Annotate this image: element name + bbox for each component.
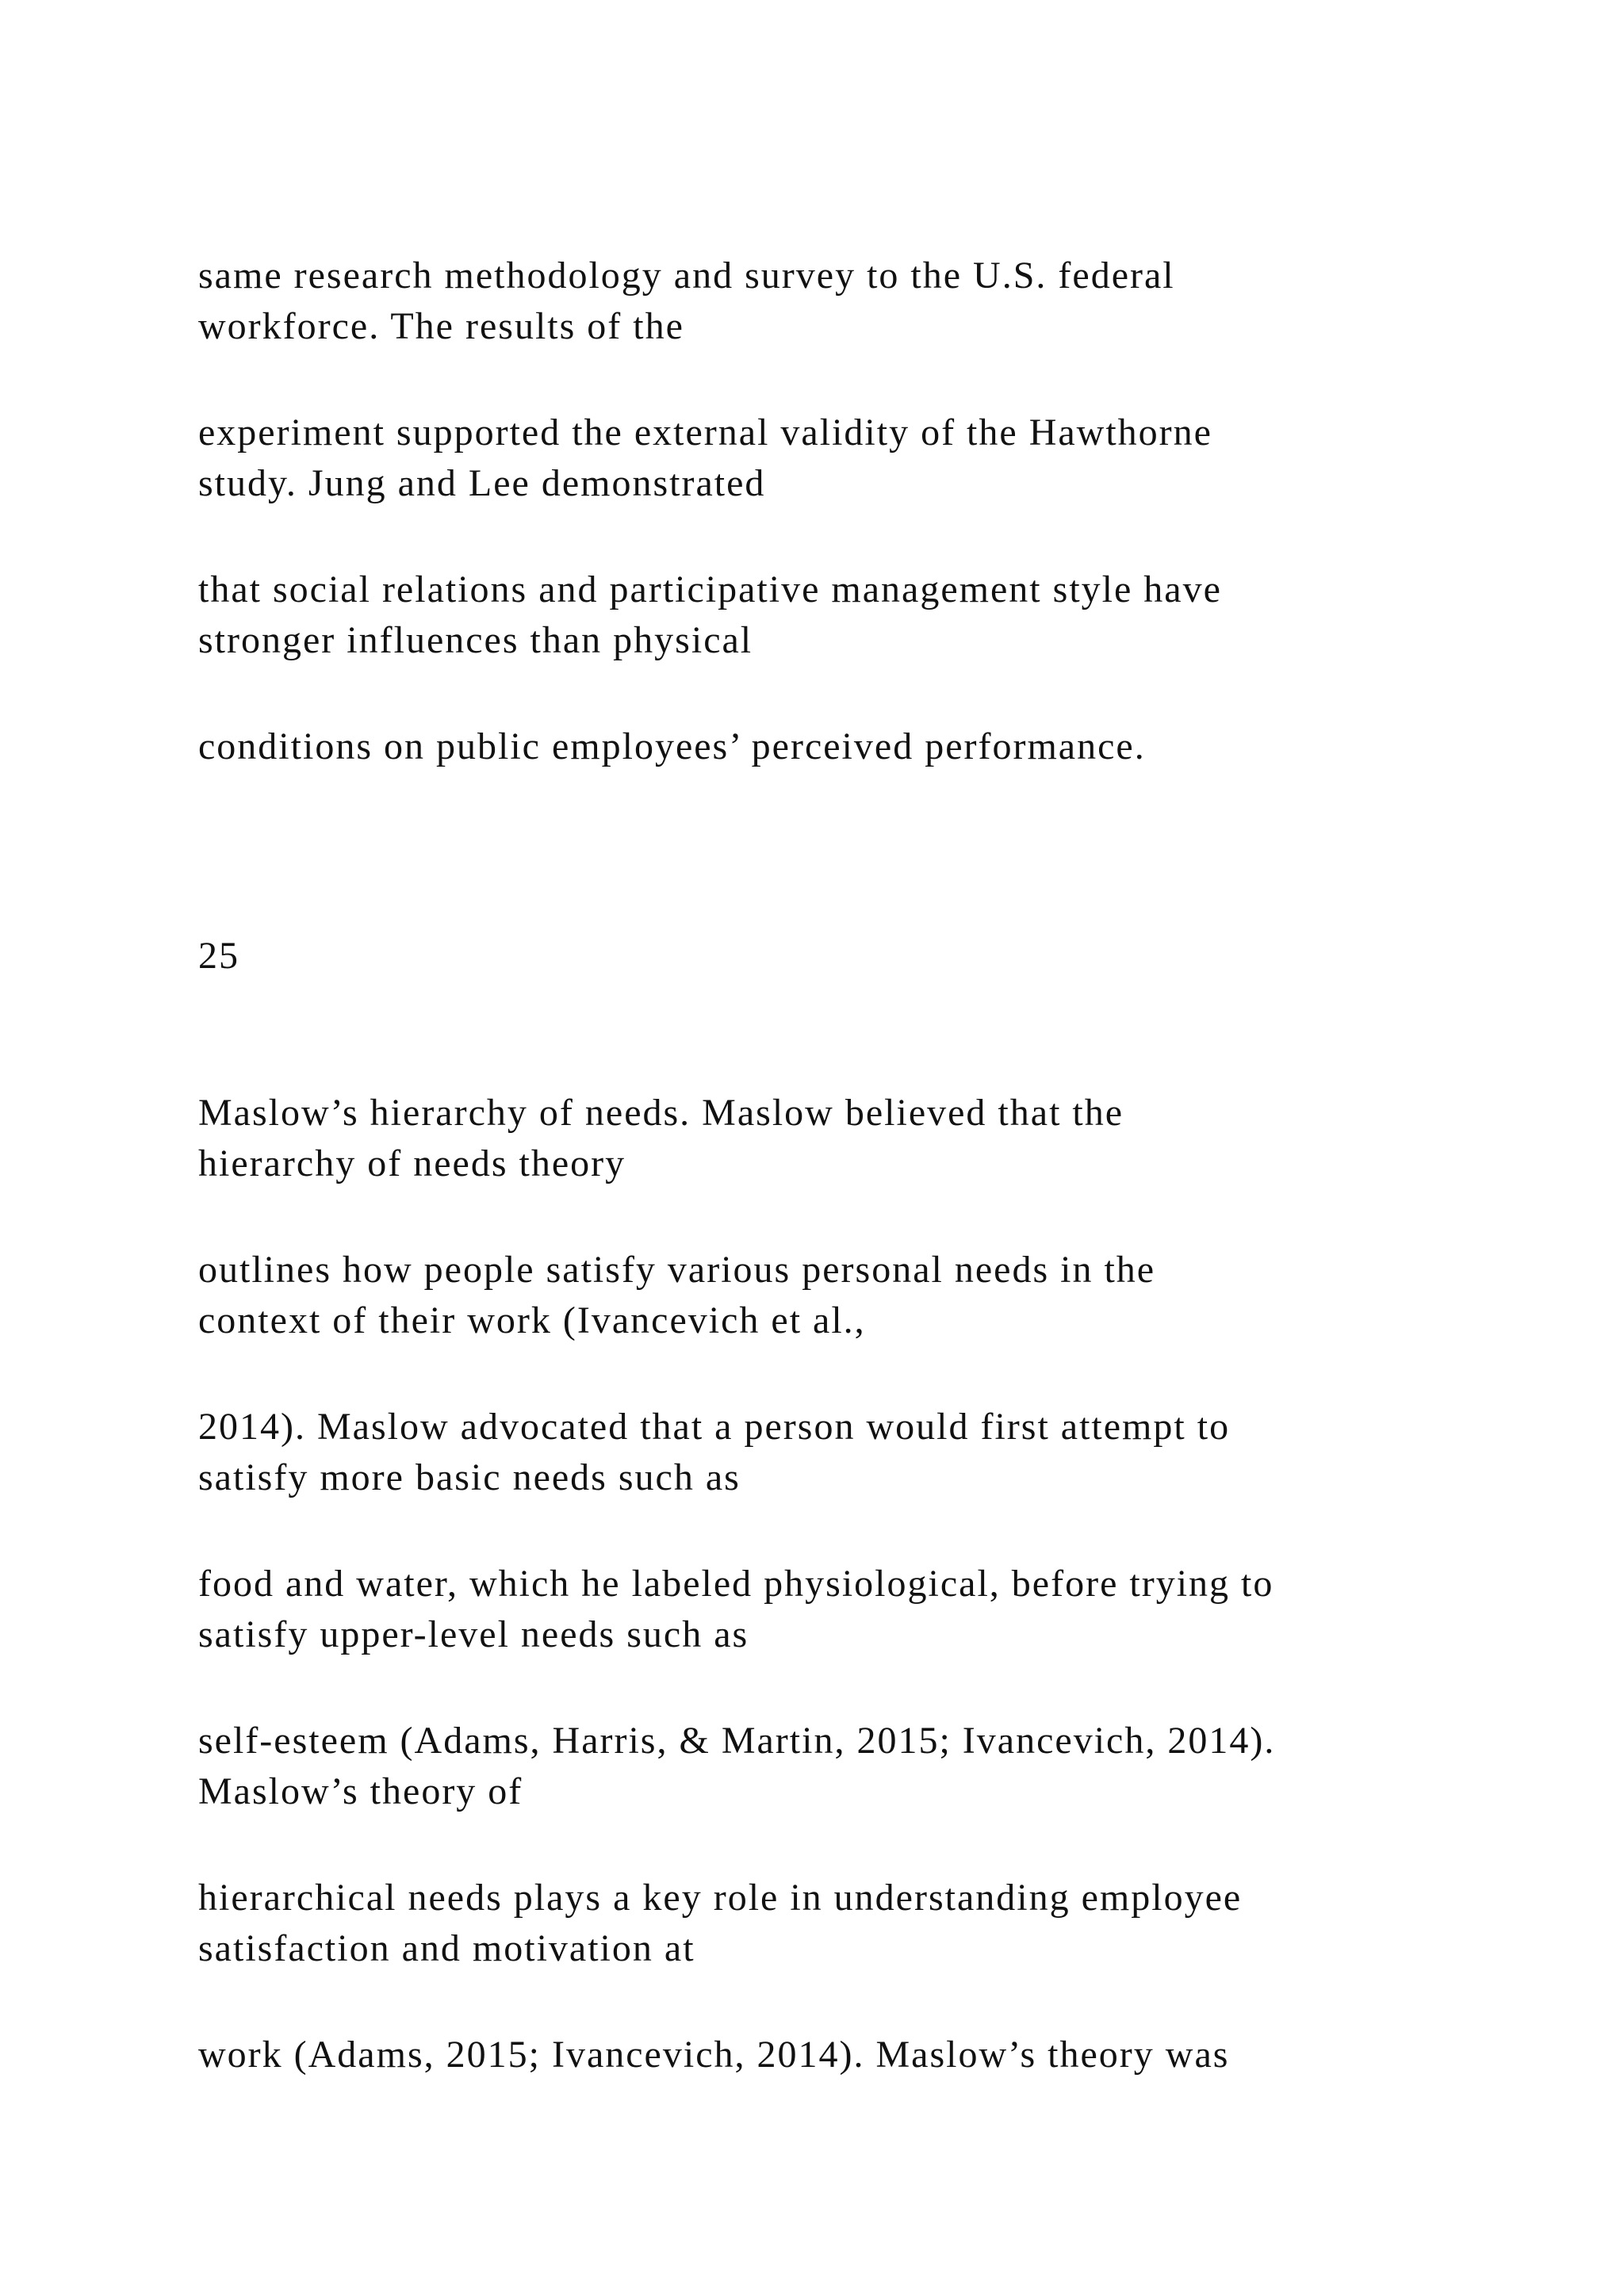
page-number-text: 25	[198, 935, 239, 977]
text-line: satisfy upper-level needs such as	[198, 1613, 749, 1655]
text-line: satisfy more basic needs such as	[198, 1456, 741, 1498]
paragraph-6	[198, 1245, 1507, 1346]
page-number	[198, 931, 1507, 982]
text-line: outlines how people satisfy various personal needs in the	[198, 1249, 1156, 1291]
text-line: work (Adams, 2015; Ivancevich, 2014). Maslow’s theory was	[198, 2034, 1230, 2076]
text-line: hierarchy of needs theory	[198, 1142, 626, 1184]
paragraph-3	[198, 564, 1507, 666]
paragraph-7	[198, 1402, 1507, 1503]
text-line: Maslow’s theory of	[198, 1770, 523, 1812]
text-line: experiment supported the external validity of the Hawthorne	[198, 411, 1212, 453]
text-line: same research methodology and survey to the U.S. federal	[198, 254, 1175, 297]
text-line: workforce. The results of the	[198, 305, 684, 347]
text-line: Maslow’s hierarchy of needs. Maslow believed that the	[198, 1092, 1124, 1134]
text-line: that social relations and participative management style have	[198, 568, 1222, 610]
paragraph-11	[198, 2030, 1507, 2080]
text-line: 2014). Maslow advocated that a person would first attempt to	[198, 1406, 1231, 1448]
paragraph-9	[198, 1716, 1507, 1817]
text-line: conditions on public employees’ perceived performance.	[198, 725, 1146, 767]
paragraph-1	[198, 251, 1507, 352]
text-line: stronger influences than physical	[198, 619, 753, 661]
text-line: context of their work (Ivancevich et al.,	[198, 1299, 866, 1341]
text-line: food and water, which he labeled physiological, before trying to	[198, 1563, 1274, 1605]
paragraph-10	[198, 1873, 1507, 1974]
text-line: satisfaction and motivation at	[198, 1927, 695, 1969]
paragraph-8	[198, 1559, 1507, 1660]
text-line: self-esteem (Adams, Harris, & Martin, 2015; Ivancevich, 2014).	[198, 1720, 1276, 1762]
paragraph-2	[198, 408, 1507, 509]
text-line: hierarchical needs plays a key role in understanding employee	[198, 1877, 1243, 1919]
paragraph-5	[198, 1088, 1507, 1189]
text-line: study. Jung and Lee demonstrated	[198, 462, 766, 504]
paragraph-4	[198, 721, 1507, 772]
